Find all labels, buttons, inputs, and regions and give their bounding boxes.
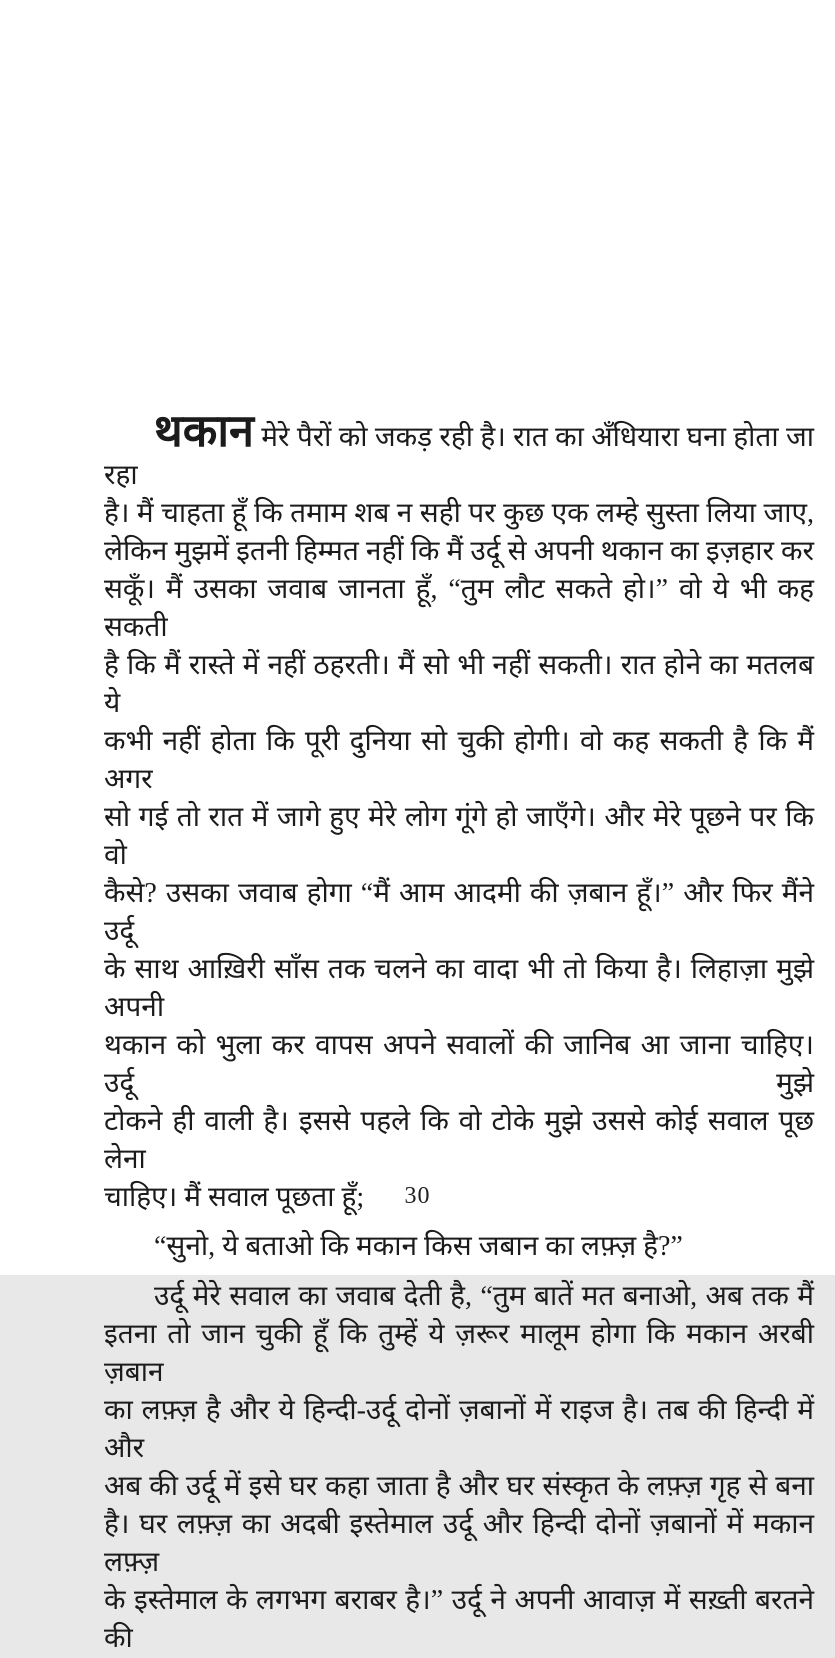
paragraph-opening <box>104 406 814 1217</box>
paragraph-quote <box>104 1228 814 1266</box>
chapter-opening-word: थकान <box>154 406 254 456</box>
text-block <box>104 406 814 1658</box>
text-line: उर्दू मेरे सवाल का जवाब देती है, “तुम बातें मत बनाओ, अब तक मैं <box>154 1281 814 1312</box>
page-number: 30 <box>404 1183 431 1209</box>
text-line: कैसे? उसका जवाब होगा “मैं आम आदमी की ज़बान हूँ।” और फिर मैंने उर्दू <box>104 878 814 947</box>
text-line: थकान मेरे पैरों को जकड़ रही है। रात का अँधियारा घना होता जा रहा <box>104 406 814 491</box>
text-line: “सुनो, ये बताओ कि मकान किस जबान का लफ़्ज़ है?” <box>154 1231 683 1262</box>
text-line: के साथ आख़िरी साँस तक चलने का वादा भी तो किया है। लिहाज़ा मुझे अपनी <box>104 954 814 1023</box>
text-line: लेकिन मुझमें इतनी हिम्मत नहीं कि मैं उर्दू से अपनी थकान का इज़हार कर <box>104 536 814 567</box>
text-line: है कि मैं रास्ते में नहीं ठहरती। मैं सो भी नहीं सकती। रात होने का मतलब ये <box>104 650 814 719</box>
text-line: टोकने ही वाली है। इससे पहले कि वो टोके मुझे उससे कोई सवाल पूछ लेना <box>104 1106 814 1175</box>
paragraph-body <box>104 1278 814 1658</box>
text-line: अब की उर्दू में इसे घर कहा जाता है और घर संस्कृत के लफ़्ज़ गृह से बना <box>104 1471 814 1502</box>
text-line: चाहिए। मैं सवाल पूछता हूँ; <box>104 1182 365 1213</box>
text-line: के इस्तेमाल के लगभग बराबर है।” उर्दू ने अपनी आवाज़ में सख़्ती बरतने की <box>104 1585 814 1654</box>
text-line: थकान को भुला कर वापस अपने सवालों की जानिब आ जाना चाहिए। उर्दू मुझे <box>104 1030 814 1099</box>
text-line: कभी नहीं होता कि पूरी दुनिया सो चुकी होगी। वो कह सकती है कि मैं अगर <box>104 726 814 795</box>
text-line: का लफ़्ज़ है और ये हिन्दी-उर्दू दोनों ज़बानों में राइज है। तब की हिन्दी में और <box>104 1395 814 1464</box>
text-line: इतना तो जान चुकी हूँ कि तुम्हें ये ज़रूर मालूम होगा कि मकान अरबी ज़बान <box>104 1319 814 1388</box>
text-line: है। मैं चाहता हूँ कि तमाम शब न सही पर कुछ एक लम्हे सुस्ता लिया जाए, <box>104 498 814 529</box>
text-line: सकूँ। मैं उसका जवाब जानता हूँ, “तुम लौट सकते हो।” वो ये भी कह सकती <box>104 574 814 643</box>
text-line: सो गई तो रात में जागे हुए मेरे लोग गूंगे हो जाएँगे। और मेरे पूछने पर कि वो <box>104 802 814 871</box>
text-line: है। घर लफ़्ज़ का अदबी इस्तेमाल उर्दू और हिन्दी दोनों ज़बानों में मकान लफ़्ज़ <box>104 1509 814 1578</box>
